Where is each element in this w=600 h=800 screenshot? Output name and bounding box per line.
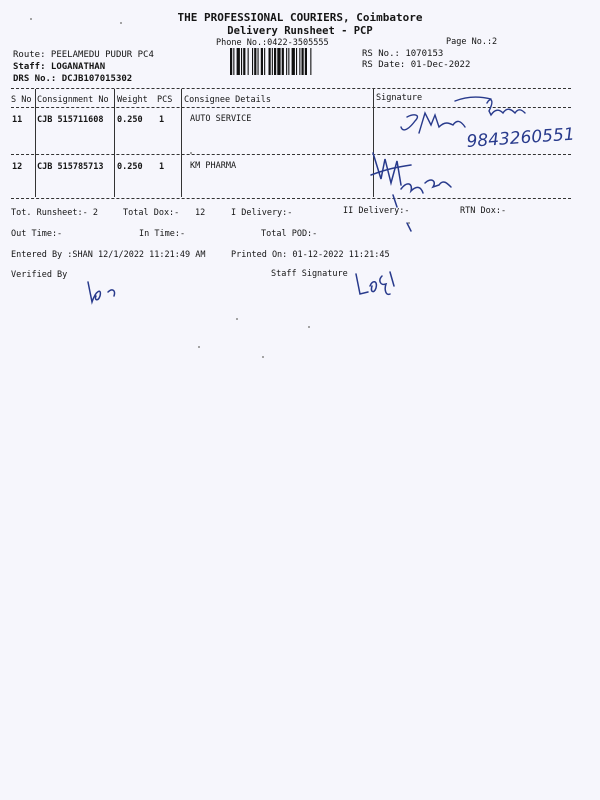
barcode-bar xyxy=(237,48,240,75)
barcode-bar xyxy=(288,48,289,75)
scan-speck xyxy=(408,222,410,224)
phone-number: Phone No.:0422-3505555 xyxy=(216,38,329,48)
barcode-bar xyxy=(292,48,295,75)
in-time: In Time:- xyxy=(139,229,186,239)
barcode-bar xyxy=(272,48,273,75)
scan-speck xyxy=(308,326,310,328)
row1-weight: 0.250 xyxy=(117,115,143,125)
verified-by: Verified By xyxy=(11,270,68,280)
total-dox-label: Total Dox:- xyxy=(123,208,180,218)
header-consignment: Consignment No xyxy=(37,95,109,105)
barcode-bar xyxy=(296,48,297,75)
rs-number: RS No.: 1070153 xyxy=(362,49,444,59)
row2-sno: 12 xyxy=(12,162,23,172)
row1-sno: 11 xyxy=(12,115,23,125)
ii-delivery: II Delivery:- xyxy=(343,206,410,216)
row1-handwritten-phone: 9843260551 xyxy=(465,124,576,152)
col-divider-1 xyxy=(35,89,36,197)
header-weight: Weight xyxy=(117,95,148,105)
row2-weight: 0.250 xyxy=(117,162,143,172)
header-consignee: Consignee Details xyxy=(184,95,271,105)
tot-runsheet: Tot. Runsheet:- 2 xyxy=(11,208,98,218)
barcode-bar xyxy=(310,48,311,75)
staff: Staff: LOGANATHAN xyxy=(13,62,106,72)
page-number: Page No.:2 xyxy=(446,37,498,47)
rule-bottom xyxy=(11,198,571,199)
barcode-bar xyxy=(252,48,253,75)
row1-consignment: CJB 515711608 xyxy=(37,115,104,125)
scan-speck xyxy=(198,346,200,348)
printed-on: Printed On: 01-12-2022 11:21:45 xyxy=(231,250,390,260)
barcode-bar xyxy=(241,48,242,75)
barcode-bar xyxy=(305,48,307,75)
barcode-bar xyxy=(254,48,256,75)
barcode-bar xyxy=(269,48,271,75)
header-pcs: PCS xyxy=(157,95,173,105)
col-divider-2 xyxy=(114,89,115,197)
scan-speck xyxy=(236,318,238,320)
verified-by-signature xyxy=(84,278,124,308)
row2-consignment: CJB 515785713 xyxy=(37,162,104,172)
route: Route: PEELAMEDU PUDUR PC4 xyxy=(13,50,154,60)
barcode-bar xyxy=(282,48,284,75)
document-title: Delivery Runsheet - PCP xyxy=(227,25,373,37)
scan-speck xyxy=(190,152,192,154)
barcode-bar xyxy=(264,48,265,75)
row2-handwritten-signature xyxy=(367,145,467,237)
barcode-bar xyxy=(274,48,276,75)
i-delivery: I Delivery:- xyxy=(231,208,293,218)
barcode xyxy=(230,48,357,75)
staff-signature-handwritten xyxy=(350,264,400,300)
out-time: Out Time:- xyxy=(11,229,63,239)
col-divider-3 xyxy=(181,89,182,197)
scan-speck xyxy=(120,22,122,24)
drs-number: DRS No.: DCJB107015302 xyxy=(13,74,133,84)
staff-signature-label: Staff Signature xyxy=(271,269,348,279)
row1-consignee: AUTO SERVICE xyxy=(190,114,252,124)
barcode-bar xyxy=(230,48,232,75)
entered-by: Entered By :SHAN 12/1/2022 11:21:49 AM xyxy=(11,250,206,260)
row2-pcs: 1 xyxy=(159,162,165,172)
scan-speck xyxy=(262,356,264,358)
row1-pcs: 1 xyxy=(159,115,165,125)
company-title: THE PROFESSIONAL COURIERS, Coimbatore xyxy=(177,11,423,24)
total-dox-value: 12 xyxy=(195,208,206,218)
barcode-bar xyxy=(299,48,300,75)
barcode-bar xyxy=(243,48,245,75)
barcode-bar xyxy=(286,48,287,75)
barcode-bar xyxy=(248,48,249,75)
rule-top xyxy=(11,88,571,89)
rtn-dox: RTN Dox:- xyxy=(460,206,507,216)
barcode-bar xyxy=(233,48,234,75)
barcode-bar xyxy=(261,48,263,75)
barcode-bar xyxy=(302,48,304,75)
scan-speck xyxy=(30,18,32,20)
row2-consignee: KM PHARMA xyxy=(190,161,237,171)
barcode-bar xyxy=(277,48,280,75)
header-sno: S No xyxy=(11,95,32,105)
header-signature: Signature xyxy=(376,93,423,103)
total-pod: Total POD:- xyxy=(261,229,318,239)
rs-date: RS Date: 01-Dec-2022 xyxy=(362,60,471,70)
barcode-bar xyxy=(258,48,259,75)
